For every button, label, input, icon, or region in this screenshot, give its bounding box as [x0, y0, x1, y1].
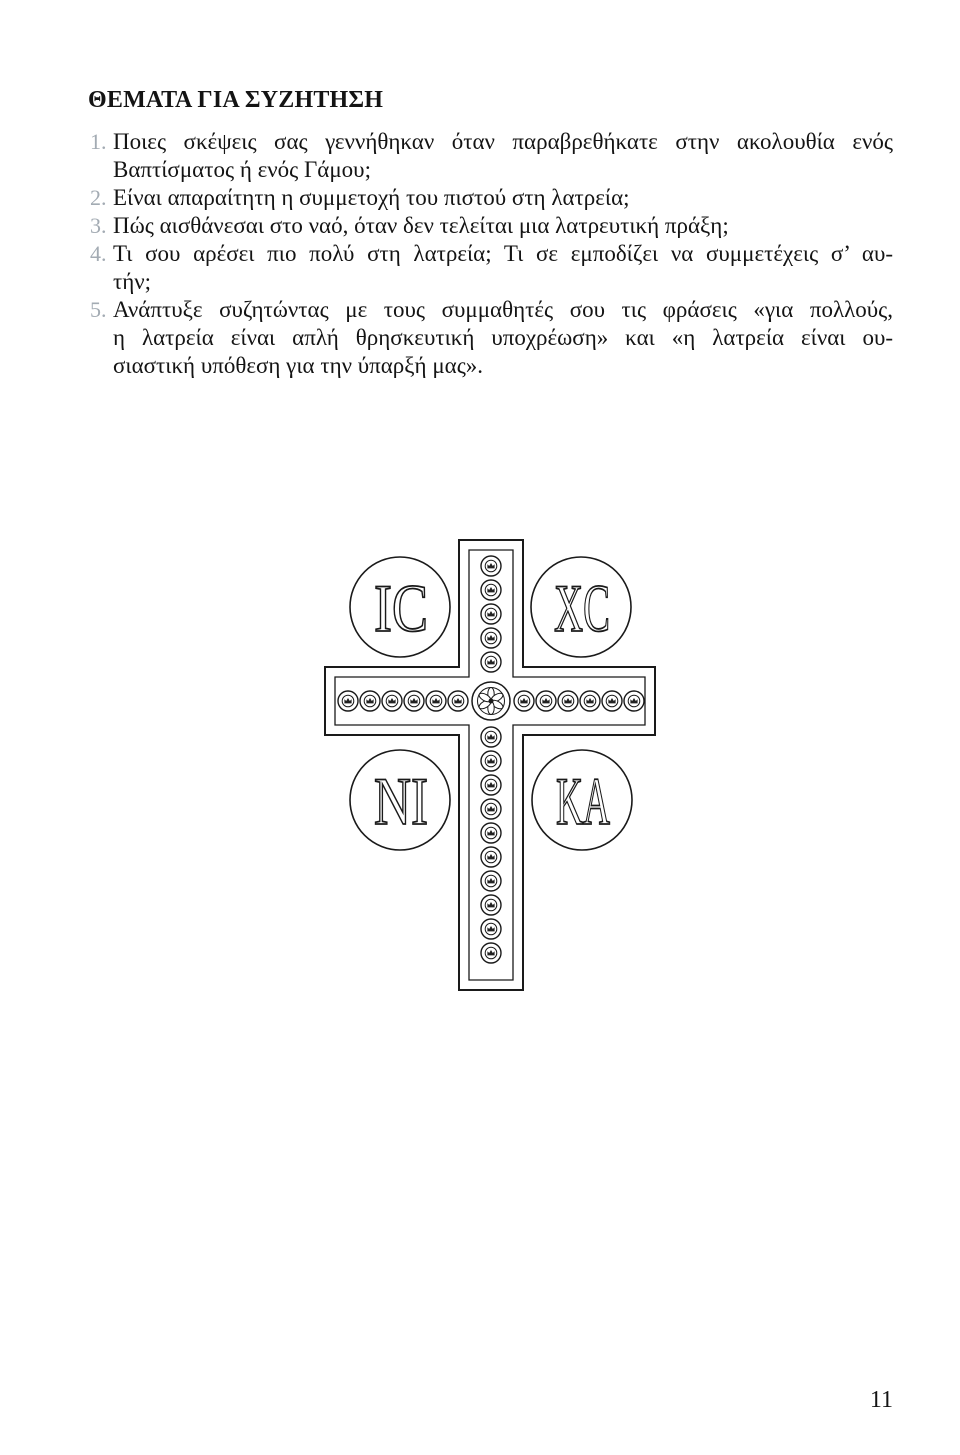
item-text-line: Ανάπτυξε συζητώντας με τους συμμαθητές σου τις φράσεις «για πολλούς, — [113, 297, 893, 322]
small-medallion — [448, 691, 468, 711]
small-medallion — [624, 691, 644, 711]
page-heading: ΘΕΜΑΤΑ ΓΙΑ ΣΥΖΗΤΗΣΗ — [88, 87, 384, 113]
item-text-line: η λατρεία είναι απλή θρησκευτική υποχρέωση» και «η λατρεία είναι ου- — [113, 325, 893, 350]
small-medallion — [360, 691, 380, 711]
list-item — [88, 128, 893, 184]
small-medallion — [481, 799, 501, 819]
small-medallion — [536, 691, 556, 711]
small-medallion — [426, 691, 446, 711]
small-medallion — [481, 652, 501, 672]
item-text-line: τήν; — [113, 269, 152, 294]
medallion-label: KA — [556, 763, 610, 839]
central-rosette — [472, 682, 510, 720]
small-medallion — [481, 556, 501, 576]
small-medallion — [481, 847, 501, 867]
item-number: 2. — [90, 185, 107, 210]
discussion-list — [88, 128, 893, 380]
item-text-line: Είναι απαραίτητη η συμμετοχή του πιστού στη λατρεία; — [113, 185, 630, 210]
small-medallion — [481, 943, 501, 963]
item-text-line: Ποιες σκέψεις σας γεννήθηκαν όταν παραβρεθήκατε στην ακολουθία ενός — [113, 129, 893, 154]
small-medallion — [580, 691, 600, 711]
small-medallion — [481, 919, 501, 939]
list-item — [88, 296, 893, 380]
byzantine-cross-icon — [300, 520, 680, 1000]
list-item — [88, 212, 893, 240]
medallion-label: IC — [374, 570, 428, 646]
small-medallion — [602, 691, 622, 711]
rosette-center — [489, 699, 494, 704]
item-text-line: Τι σου αρέσει πιο πολύ στη λατρεία; Τι σε εμποδίζει να συμμετέχεις σ’ αυ- — [113, 241, 893, 266]
item-text-line: σιαστική υπόθεση για την ύπαρξή μας». — [113, 353, 484, 378]
small-medallion — [481, 628, 501, 648]
small-medallion — [481, 823, 501, 843]
small-medallion — [481, 727, 501, 747]
page-number: 11 — [869, 1387, 893, 1413]
item-text-line: Βαπτίσματος ή ενός Γάμου; — [113, 157, 371, 182]
item-number: 3. — [90, 213, 107, 238]
medallion-label: XC — [554, 570, 610, 646]
small-medallion — [481, 580, 501, 600]
item-text-line: Πώς αισθάνεσαι στο ναό, όταν δεν τελείται μια λατρευτική πράξη; — [113, 213, 729, 238]
small-medallion — [338, 691, 358, 711]
list-item — [88, 240, 893, 296]
small-medallion — [558, 691, 578, 711]
small-medallion — [514, 691, 534, 711]
item-number: 5. — [90, 297, 107, 322]
small-medallion — [481, 604, 501, 624]
list-item — [88, 184, 893, 212]
item-number: 4. — [90, 241, 107, 266]
small-medallion — [481, 751, 501, 771]
small-medallion — [404, 691, 424, 711]
small-medallion — [481, 895, 501, 915]
item-number: 1. — [90, 129, 107, 154]
small-medallion — [481, 775, 501, 795]
medallion-label: NI — [374, 763, 428, 839]
small-medallion — [481, 871, 501, 891]
small-medallion — [382, 691, 402, 711]
